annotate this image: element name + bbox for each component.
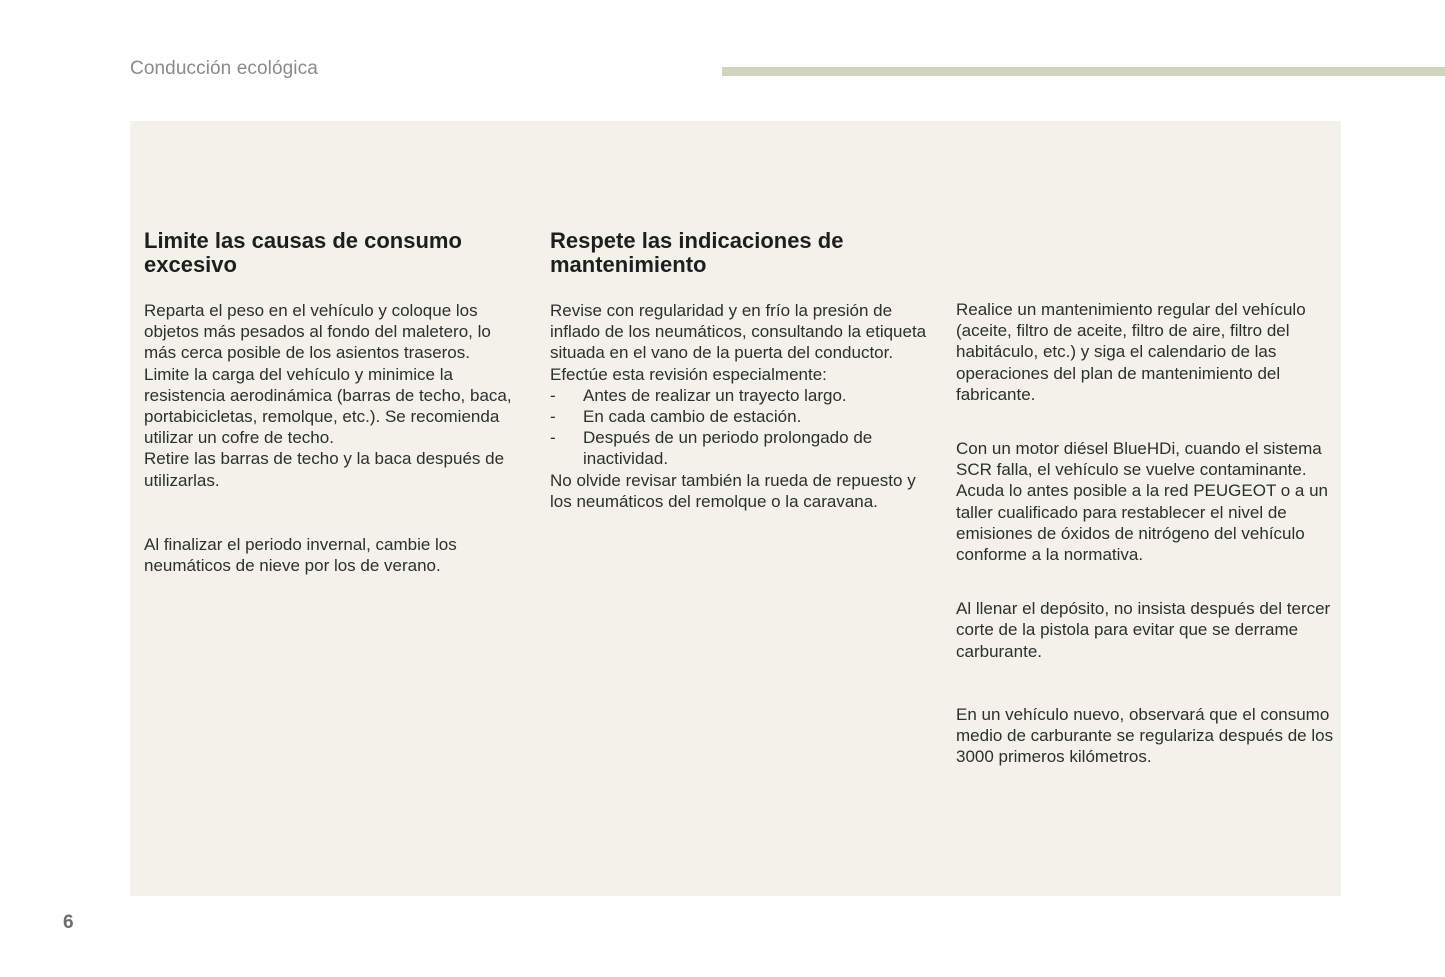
heading-maintenance: Respete las indicaciones de mantenimiento xyxy=(550,228,844,277)
list-item: - Después de un periodo prolongado de inactividad. xyxy=(550,428,873,469)
paragraph-spare-wheel: No olvide revisar también la rueda de repuesto y los neumáticos del remolque o la caravana. xyxy=(550,470,916,511)
paragraph-tyre-pressure: Revise con regularidad y en frío la presión de inflado de los neumáticos, consultando la etiqueta situada en el vano de la puerta del conductor. xyxy=(550,301,927,363)
header-decorative-bar xyxy=(722,67,1445,76)
column-consumption xyxy=(144,229,524,576)
section-title: Conducción ecológica xyxy=(130,58,318,79)
heading-consumption: Limite las causas de consumo excesivo xyxy=(144,228,462,277)
paragraph-new-vehicle: En un vehículo nuevo, observará que el consumo medio de carburante se regulariza después de los 3000 primeros kilómetros. xyxy=(956,704,1334,767)
check-list xyxy=(550,385,930,470)
paragraph-roof-bars: Retire las barras de techo y la baca después de utilizarlas. xyxy=(144,449,505,490)
list-item: - En cada cambio de estación. xyxy=(550,407,802,427)
dash-bullet: - xyxy=(550,407,556,427)
paragraph-weight: Reparta el peso en el vehículo y coloque los objetos más pesados al fondo del maletero, lo más cerca posible de los asientos traseros. xyxy=(144,301,491,363)
paragraph-winter-tyres: Al finalizar el periodo invernal, cambie los neumáticos de nieve por los de verano. xyxy=(144,534,457,576)
paragraph-bluehdi: Con un motor diésel BlueHDi, cuando el sistema SCR falla, el vehículo se vuelve contaminante. Acuda lo antes posible a la red PEUGEOT o a un taller cualificado para restablecer el nivel de emisiones de óxidos de nitrógeno del vehículo conforme a la normativa. xyxy=(956,439,1329,565)
paragraph-regular-service: Realice un mantenimiento regular del vehículo (aceite, filtro de aceite, filtro de aire, filtro del habitáculo, etc.) y siga el calendario de las operaciones del plan de mantenimiento del fabricante. xyxy=(956,300,1306,404)
paragraph-load: Limite la carga del vehículo y minimice la resistencia aerodinámica (barras de techo, baca, portabicicletas, remolque, etc.). Se recomienda utilizar un cofre de techo. xyxy=(144,364,512,448)
paragraph-check-when: Efectúe esta revisión especialmente: xyxy=(550,364,827,384)
paragraph-refuelling: Al llenar el depósito, no insista después del tercer corte de la pistola para evitar que se derrame carburante. xyxy=(956,599,1331,661)
list-item: - Antes de realizar un trayecto largo. xyxy=(550,385,847,405)
column-maintenance xyxy=(550,229,930,512)
dash-bullet: - xyxy=(550,428,556,448)
dash-bullet: - xyxy=(550,385,556,405)
column-maintenance-continued xyxy=(956,299,1336,767)
page-number: 6 xyxy=(63,912,74,933)
